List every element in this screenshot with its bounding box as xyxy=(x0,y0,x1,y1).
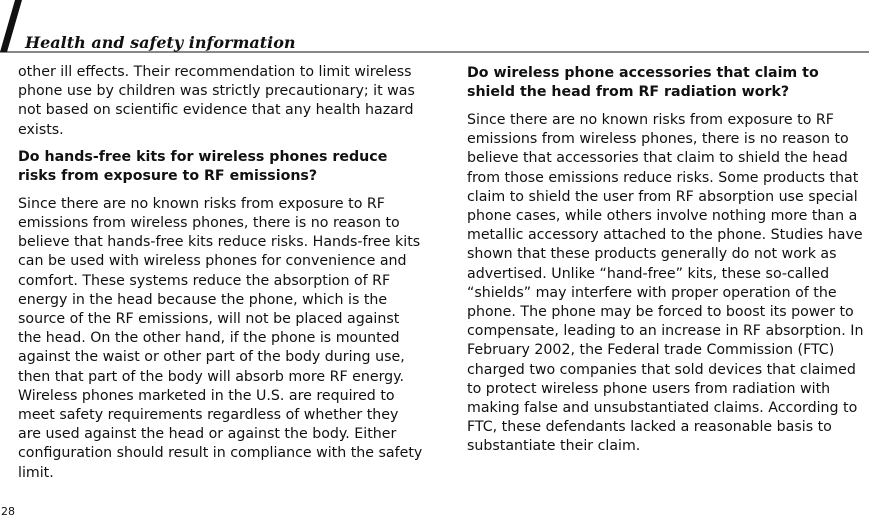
section-title: Health and safety information xyxy=(25,33,296,52)
page-number: 28 xyxy=(1,505,15,518)
paragraph-hands-free: Since there are no known risks from exposure to RF emissions from wireless phones, there is no reason to believe that hands-free kits reduce risks. Hands-free kits can be used with wireless phones for convenience and comfort. These systems reduce the absorption of RF energy in the head because the phone, which is the source of the RF emissions, will not be placed against the head. On the other hand, if the phone is mounted against the waist or other part of the body during use, then that part of the body will absorb more RF energy. Wireless phones marketed in the U.S. are required to meet safety requirements regardless of whether they are used against the head or against the body. Either configuration should result in compliance with the safety limit. xyxy=(18,195,423,481)
paragraph-shields: Since there are no known risks from exposure to RF emissions from wireless phones, there is no reason to believe that accessories that claim to shield the head from those emissions reduce risks. Some products that claim to shield the user from RF absorption use special phone cases, while others involve nothing more than a metallic accessory attached to the phone. Studies have shown that these products generally do not work as advertised. Unlike “hand-free” kits, these so-called “shields” may interfere with proper operation of the phone. The phone may be forced to boost its power to compensate, leading to an increase in RF absorption. In February 2002, the Federal trade Commission (FTC) charged two companies that sold devices that claimed to protect wireless phone users from radiation with making false and unsubstantiated claims. According to FTC, these defendants lacked a reasonable basis to substantiate their claim. xyxy=(467,112,864,455)
question-heading-shields: Do wireless phone accessories that claim to shield the head from RF radiation work? xyxy=(467,65,819,100)
right-column xyxy=(467,64,869,465)
paragraph-continued: other ill effects. Their recommendation to limit wireless phone use by children was strictly precautionary; it was not based on scientific evidence that any health hazard exists. xyxy=(18,64,415,138)
left-column xyxy=(18,63,424,491)
question-heading-hands-free: Do hands-free kits for wireless phones reduce risks from exposure to RF emissions? xyxy=(18,148,388,184)
